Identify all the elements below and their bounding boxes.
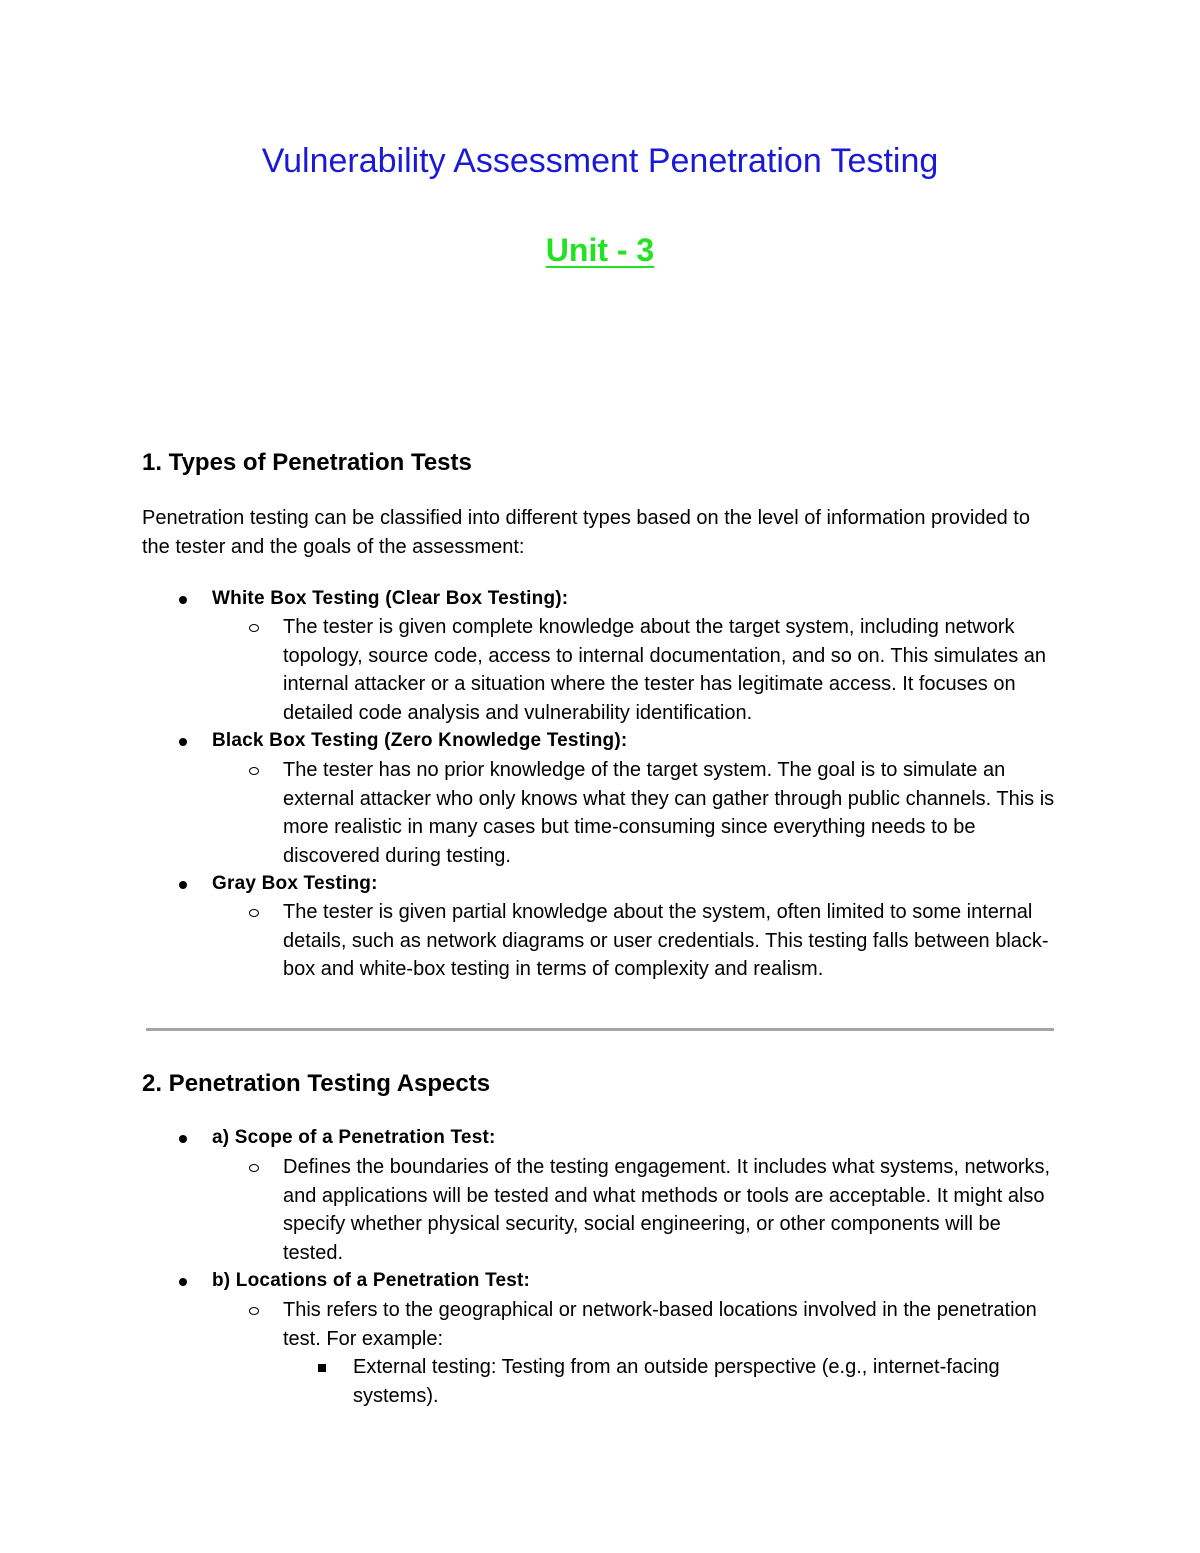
list-item-label: White Box Testing (Clear Box Testing): bbox=[212, 588, 569, 609]
hollow-bullet-icon bbox=[249, 1164, 259, 1172]
list-subitem-gray-box bbox=[283, 898, 1058, 984]
list-item-black-box bbox=[212, 727, 627, 756]
document-title: Vulnerability Assessment Penetration Testing bbox=[261, 142, 939, 180]
hollow-bullet-icon bbox=[249, 767, 259, 775]
list-item-locations bbox=[212, 1267, 530, 1296]
list-item-scope bbox=[212, 1124, 496, 1153]
list-subitem-text: The tester has no prior knowledge of the target system. The goal is to simulate an external attacker who only knows what they can gather through public channels. This is more realistic in many cases but time-consuming since everything needs to be discovered during testing. bbox=[283, 759, 1055, 867]
list-item-label: a) Scope of a Penetration Test: bbox=[212, 1127, 496, 1148]
bullet-dot-icon bbox=[179, 596, 187, 604]
list-subitem-text: The tester is given partial knowledge about the system, often limited to some internal details, such as network diagrams or user credentials. This testing falls between black-box and white-box testing in terms of complexity and realism. bbox=[283, 901, 1049, 980]
list-subitem-text: This refers to the geographical or network-based locations involved in the penetration test. For example: bbox=[283, 1299, 1037, 1350]
list-subitem-text: Defines the boundaries of the testing engagement. It includes what systems, networks, and applications will be tested and what methods or tools are acceptable. It might also specify whether physical security, social engineering, or other components will be tested. bbox=[283, 1156, 1051, 1264]
unit-label bbox=[0, 230, 1200, 270]
list-subitem-text: The tester is given complete knowledge about the target system, including network topology, source code, access to internal documentation, and so on. This simulates an internal attacker or a situation where the tester has legitimate access. It focuses on detailed code analysis and vulnerability identification. bbox=[283, 616, 1047, 724]
unit-link-text: Unit - 3 bbox=[545, 232, 655, 268]
list-subitem-scope bbox=[283, 1153, 1058, 1267]
square-bullet-icon bbox=[318, 1364, 326, 1372]
list-subitem-white-box bbox=[283, 613, 1058, 727]
horizontal-divider bbox=[146, 1028, 1054, 1031]
bullet-dot-icon bbox=[179, 1135, 187, 1143]
list-subitem-black-box bbox=[283, 756, 1058, 870]
list-item-label: Gray Box Testing: bbox=[212, 873, 378, 894]
bullet-dot-icon bbox=[179, 1278, 187, 1286]
hollow-bullet-icon bbox=[249, 1307, 259, 1315]
list-subitem-locations bbox=[283, 1296, 1058, 1353]
list-item-label: b) Locations of a Penetration Test: bbox=[212, 1270, 531, 1291]
list-subsubitem-text: External testing: Testing from an outside perspective (e.g., internet-facing systems). bbox=[353, 1356, 1000, 1407]
section1-intro: Penetration testing can be classified into different types based on the level of information provided to the tester and the goals of the assessment: bbox=[142, 507, 1030, 558]
bullet-dot-icon bbox=[179, 738, 187, 746]
list-subsubitem-external bbox=[353, 1353, 1063, 1410]
section2-heading: 2. Penetration Testing Aspects bbox=[142, 1070, 491, 1097]
list-item-white-box bbox=[212, 585, 568, 614]
section1-heading: 1. Types of Penetration Tests bbox=[142, 449, 472, 476]
list-item-label: Black Box Testing (Zero Knowledge Testing): bbox=[212, 730, 628, 751]
hollow-bullet-icon bbox=[249, 909, 259, 917]
hollow-bullet-icon bbox=[249, 624, 259, 632]
list-item-gray-box bbox=[212, 870, 378, 899]
bullet-dot-icon bbox=[179, 881, 187, 889]
